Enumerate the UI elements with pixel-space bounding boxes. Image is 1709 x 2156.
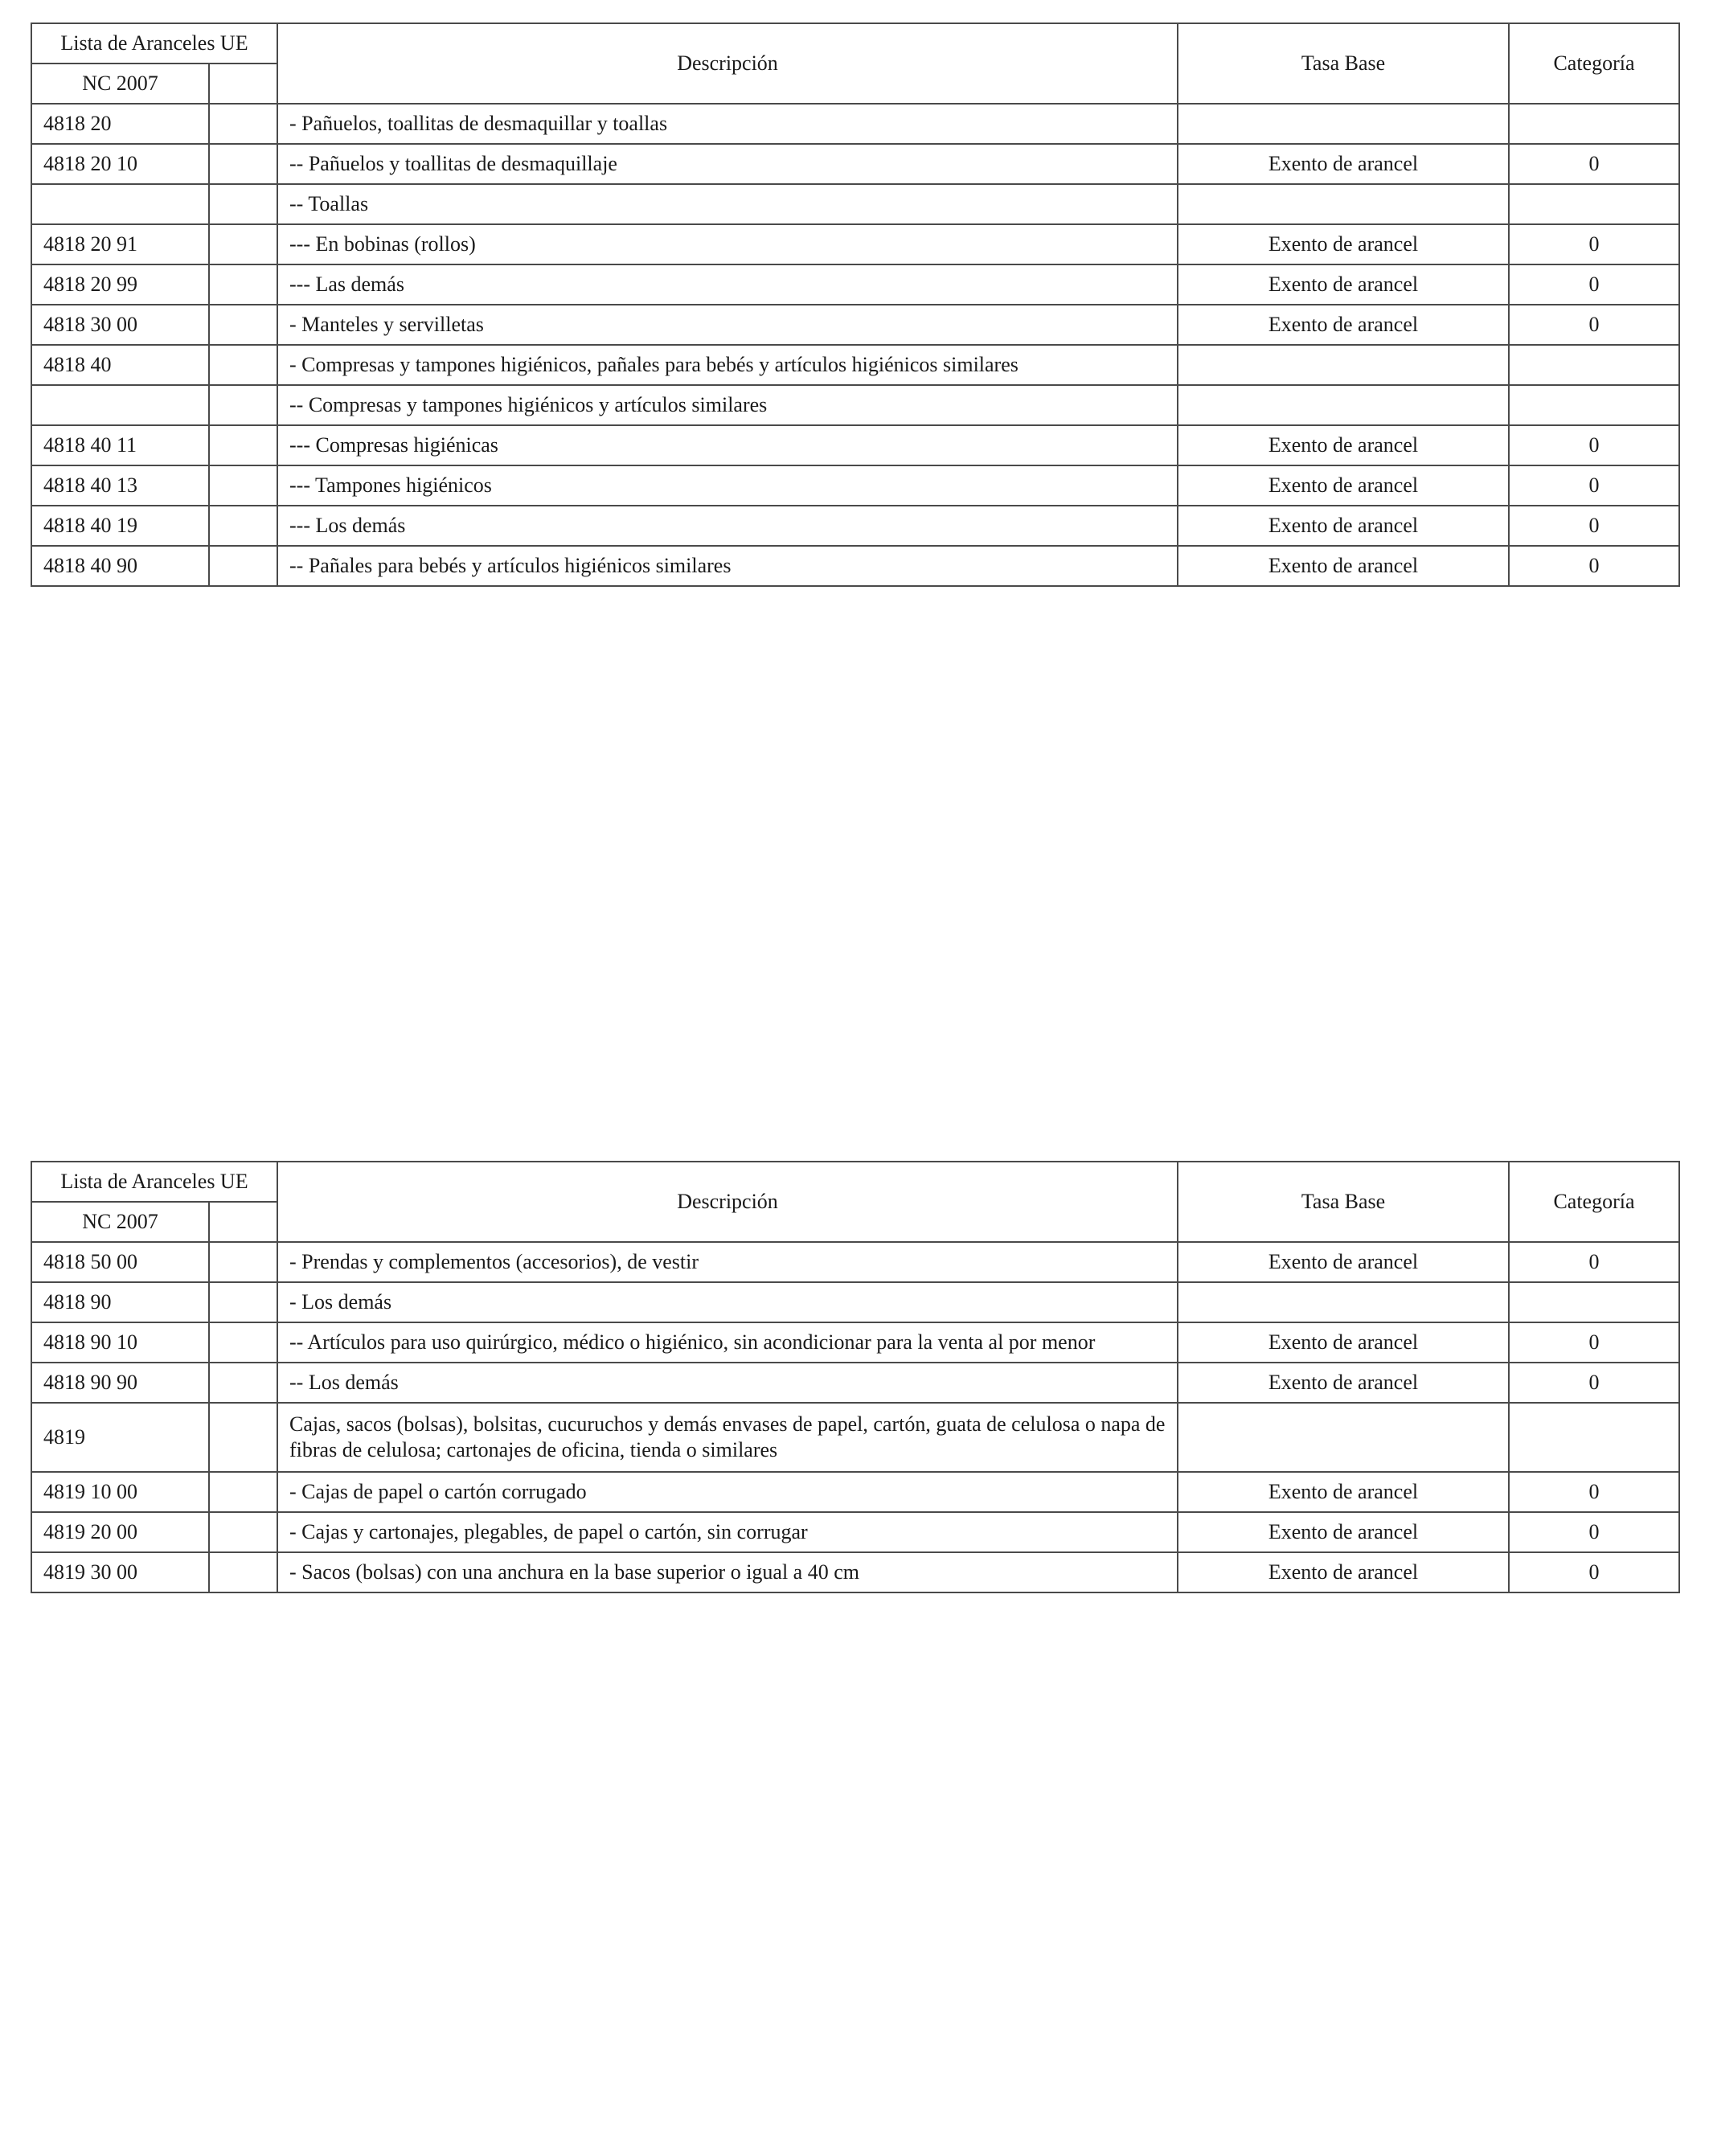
nc-code-cell: 4818 20 10	[31, 144, 209, 184]
category-cell: 0	[1509, 1472, 1679, 1512]
category-cell: 0	[1509, 465, 1679, 506]
description-cell: --- Las demás	[277, 264, 1178, 305]
base-rate-cell: Exento de arancel	[1178, 465, 1509, 506]
table-row	[31, 1552, 1679, 1592]
extra-code-cell	[209, 305, 277, 345]
nc-code-cell	[31, 385, 209, 425]
description-cell: --- Los demás	[277, 506, 1178, 546]
base-rate-cell: Exento de arancel	[1178, 1472, 1509, 1512]
table-row	[31, 184, 1679, 224]
category-cell: 0	[1509, 1552, 1679, 1592]
description-cell: - Manteles y servilletas	[277, 305, 1178, 345]
description-cell: -- Pañales para bebés y artículos higiénicos similares	[277, 546, 1178, 586]
base-rate-cell: Exento de arancel	[1178, 1512, 1509, 1552]
tariff-table-2	[31, 1161, 1680, 1593]
nc-code-cell: 4818 40 13	[31, 465, 209, 506]
base-rate-cell: Exento de arancel	[1178, 506, 1509, 546]
extra-code-cell	[209, 385, 277, 425]
header-category: Categoría	[1509, 1162, 1679, 1242]
header-row	[31, 23, 1679, 64]
header-row	[31, 1162, 1679, 1202]
nc-code-cell: 4818 40 19	[31, 506, 209, 546]
description-cell: --- Compresas higiénicas	[277, 425, 1178, 465]
description-cell: - Cajas y cartonajes, plegables, de papel o cartón, sin corrugar	[277, 1512, 1178, 1552]
nc-code-cell: 4819 10 00	[31, 1472, 209, 1512]
nc-code-cell: 4819 20 00	[31, 1512, 209, 1552]
extra-code-cell	[209, 1472, 277, 1512]
table-row	[31, 345, 1679, 385]
header-base-rate: Tasa Base	[1178, 1162, 1509, 1242]
category-cell	[1509, 104, 1679, 144]
table-row	[31, 264, 1679, 305]
category-cell: 0	[1509, 506, 1679, 546]
extra-code-cell	[209, 1363, 277, 1403]
description-cell: - Prendas y complementos (accesorios), de vestir	[277, 1242, 1178, 1282]
extra-code-cell	[209, 1282, 277, 1322]
base-rate-cell: Exento de arancel	[1178, 1552, 1509, 1592]
table-row	[31, 546, 1679, 586]
base-rate-cell: Exento de arancel	[1178, 264, 1509, 305]
extra-code-cell	[209, 224, 277, 264]
description-cell: -- Pañuelos y toallitas de desmaquillaje	[277, 144, 1178, 184]
header-base-rate: Tasa Base	[1178, 23, 1509, 104]
table-row	[31, 425, 1679, 465]
table-row	[31, 1322, 1679, 1363]
category-cell	[1509, 1282, 1679, 1322]
extra-code-cell	[209, 506, 277, 546]
base-rate-cell: Exento de arancel	[1178, 1242, 1509, 1282]
category-cell: 0	[1509, 144, 1679, 184]
nc-code-cell: 4818 30 00	[31, 305, 209, 345]
base-rate-cell	[1178, 104, 1509, 144]
header-category: Categoría	[1509, 23, 1679, 104]
extra-code-cell	[209, 1512, 277, 1552]
header-nc-2007: NC 2007	[31, 64, 209, 104]
description-cell: --- En bobinas (rollos)	[277, 224, 1178, 264]
base-rate-cell	[1178, 1282, 1509, 1322]
table-row	[31, 144, 1679, 184]
description-cell: -- Los demás	[277, 1363, 1178, 1403]
extra-code-cell	[209, 345, 277, 385]
table-row	[31, 1512, 1679, 1552]
table-row	[31, 506, 1679, 546]
extra-code-cell	[209, 1242, 277, 1282]
base-rate-cell: Exento de arancel	[1178, 1363, 1509, 1403]
category-cell: 0	[1509, 224, 1679, 264]
description-cell: - Compresas y tampones higiénicos, pañales para bebés y artículos higiénicos similares	[277, 345, 1178, 385]
category-cell: 0	[1509, 546, 1679, 586]
nc-code-cell: 4818 90 90	[31, 1363, 209, 1403]
nc-code-cell	[31, 184, 209, 224]
base-rate-cell: Exento de arancel	[1178, 425, 1509, 465]
nc-code-cell: 4818 20 99	[31, 264, 209, 305]
description-cell: - Pañuelos, toallitas de desmaquillar y toallas	[277, 104, 1178, 144]
category-cell: 0	[1509, 1242, 1679, 1282]
header-description: Descripción	[277, 23, 1178, 104]
description-cell: - Cajas de papel o cartón corrugado	[277, 1472, 1178, 1512]
base-rate-cell: Exento de arancel	[1178, 224, 1509, 264]
header-description: Descripción	[277, 1162, 1178, 1242]
header-tariff-list: Lista de Aranceles UE	[31, 23, 277, 64]
base-rate-cell: Exento de arancel	[1178, 144, 1509, 184]
table-row	[31, 1403, 1679, 1472]
category-cell	[1509, 385, 1679, 425]
table-row	[31, 104, 1679, 144]
table-row	[31, 1242, 1679, 1282]
tariff-table-1-body	[31, 104, 1679, 586]
category-cell: 0	[1509, 264, 1679, 305]
header-empty-cell	[209, 64, 277, 104]
nc-code-cell: 4819	[31, 1403, 209, 1472]
description-cell: Cajas, sacos (bolsas), bolsitas, cucuruchos y demás envases de papel, cartón, guata de celulosa o napa de fibras de celulosa; cartonajes de oficina, tienda o similares	[277, 1403, 1178, 1472]
category-cell: 0	[1509, 305, 1679, 345]
header-empty-cell	[209, 1202, 277, 1242]
nc-code-cell: 4818 50 00	[31, 1242, 209, 1282]
base-rate-cell: Exento de arancel	[1178, 305, 1509, 345]
category-cell	[1509, 345, 1679, 385]
table-row	[31, 1282, 1679, 1322]
extra-code-cell	[209, 144, 277, 184]
category-cell: 0	[1509, 425, 1679, 465]
table-row	[31, 305, 1679, 345]
description-cell: - Sacos (bolsas) con una anchura en la base superior o igual a 40 cm	[277, 1552, 1178, 1592]
description-cell: -- Compresas y tampones higiénicos y artículos similares	[277, 385, 1178, 425]
category-cell	[1509, 184, 1679, 224]
base-rate-cell: Exento de arancel	[1178, 546, 1509, 586]
nc-code-cell: 4818 90 10	[31, 1322, 209, 1363]
category-cell	[1509, 1403, 1679, 1472]
nc-code-cell: 4818 20 91	[31, 224, 209, 264]
description-cell: --- Tampones higiénicos	[277, 465, 1178, 506]
base-rate-cell	[1178, 184, 1509, 224]
table-row	[31, 224, 1679, 264]
base-rate-cell: Exento de arancel	[1178, 1322, 1509, 1363]
nc-code-cell: 4818 40 11	[31, 425, 209, 465]
header-nc-2007: NC 2007	[31, 1202, 209, 1242]
category-cell: 0	[1509, 1322, 1679, 1363]
extra-code-cell	[209, 264, 277, 305]
category-cell: 0	[1509, 1363, 1679, 1403]
description-cell: -- Artículos para uso quirúrgico, médico o higiénico, sin acondicionar para la venta al por menor	[277, 1322, 1178, 1363]
extra-code-cell	[209, 1322, 277, 1363]
table-row	[31, 1472, 1679, 1512]
tariff-table-2-body	[31, 1242, 1679, 1592]
extra-code-cell	[209, 546, 277, 586]
description-cell: - Los demás	[277, 1282, 1178, 1322]
nc-code-cell: 4819 30 00	[31, 1552, 209, 1592]
table-row	[31, 1363, 1679, 1403]
extra-code-cell	[209, 425, 277, 465]
nc-code-cell: 4818 40	[31, 345, 209, 385]
table-row	[31, 385, 1679, 425]
extra-code-cell	[209, 1403, 277, 1472]
table-row	[31, 465, 1679, 506]
tariff-table-1	[31, 23, 1680, 587]
extra-code-cell	[209, 1552, 277, 1592]
extra-code-cell	[209, 465, 277, 506]
extra-code-cell	[209, 184, 277, 224]
nc-code-cell: 4818 20	[31, 104, 209, 144]
nc-code-cell: 4818 40 90	[31, 546, 209, 586]
base-rate-cell	[1178, 345, 1509, 385]
nc-code-cell: 4818 90	[31, 1282, 209, 1322]
header-tariff-list: Lista de Aranceles UE	[31, 1162, 277, 1202]
category-cell: 0	[1509, 1512, 1679, 1552]
description-cell: -- Toallas	[277, 184, 1178, 224]
base-rate-cell	[1178, 1403, 1509, 1472]
extra-code-cell	[209, 104, 277, 144]
base-rate-cell	[1178, 385, 1509, 425]
